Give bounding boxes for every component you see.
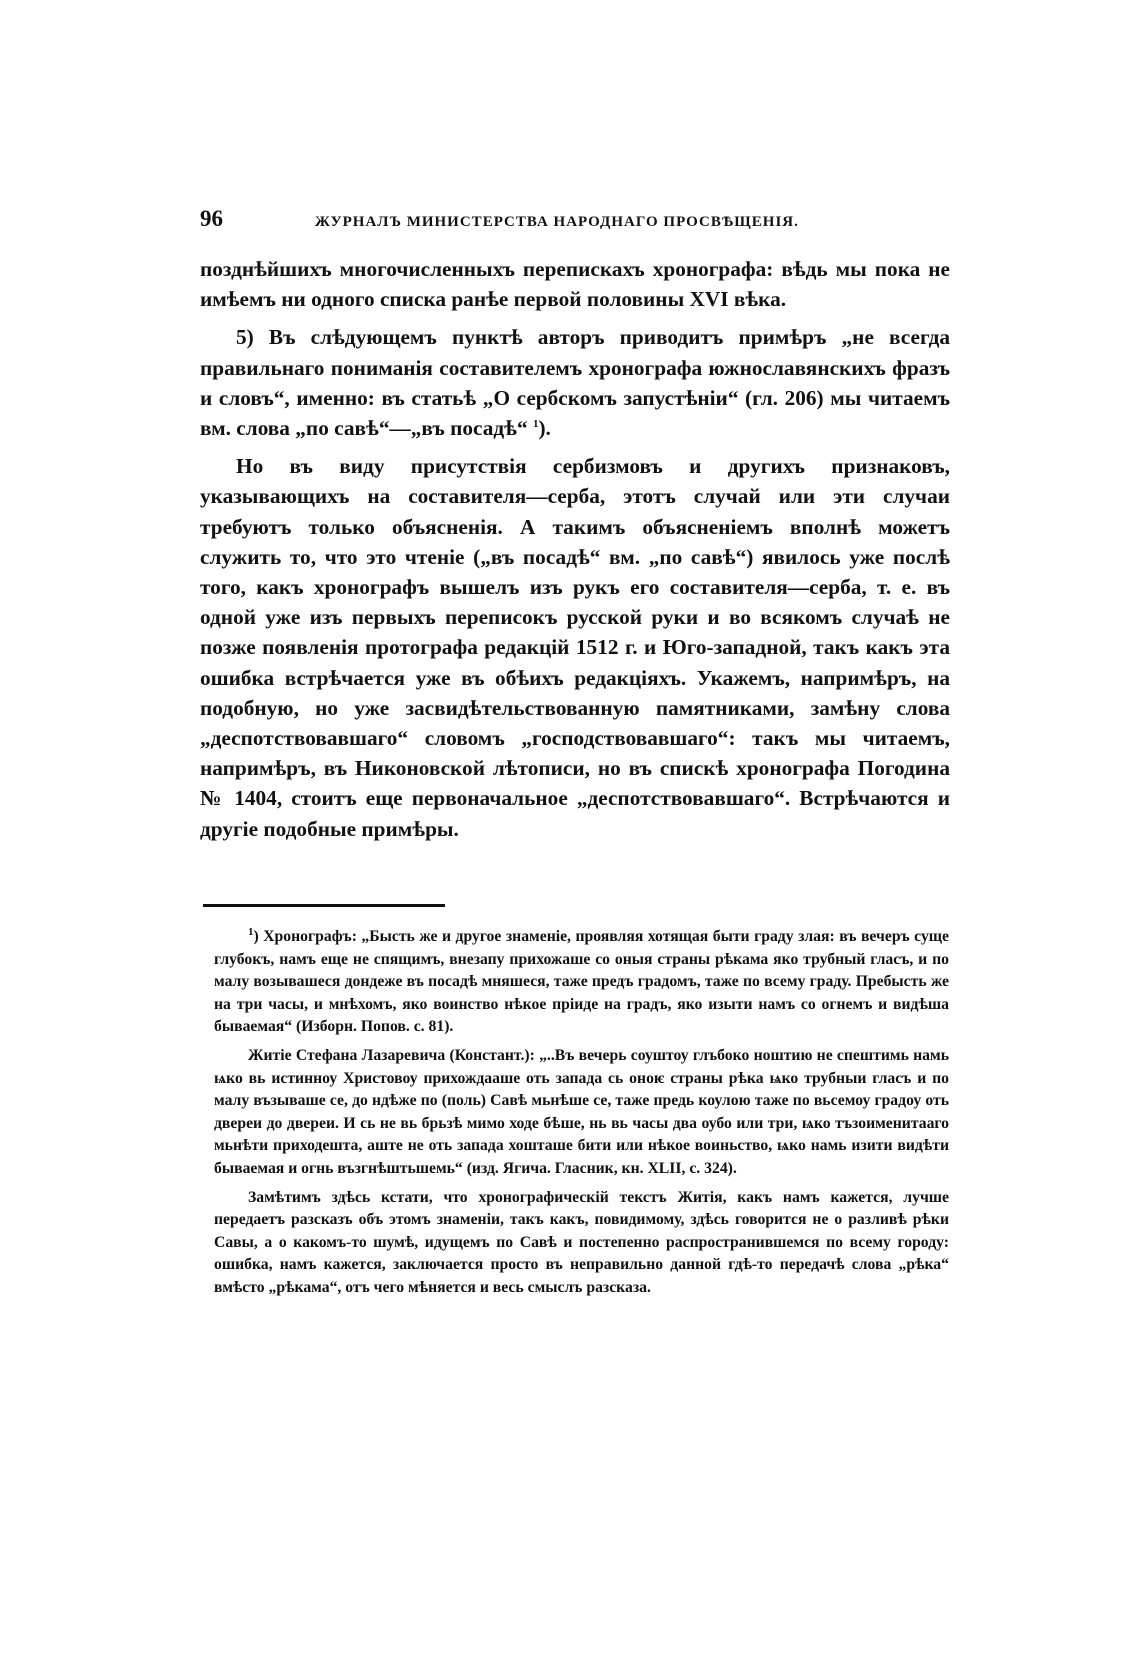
footnote-divider [203, 904, 445, 907]
footnote-reference-tail: ). [538, 416, 551, 441]
body-paragraph: Но въ виду присутствія сербизмовъ и другихъ признаковъ, указывающихъ на составителя—серба, этотъ случай или эти случаи требуютъ только объясненія. А такимъ объясненіемъ вполнѣ можетъ служить то, что это чтеніе („въ посадѣ“ вм. „по савѣ“) явилось уже послѣ того, какъ хронографъ вышелъ изъ рукъ его составителя—серба, т. е. въ одной уже изъ первыхъ переписокъ русской руки и во всякомъ случаѣ не позже появленія протографа редакцій 1512 г. и Юго-западной, такъ какъ эта ошибка встрѣчается уже въ обѣихъ редакціяхъ. Укажемъ, напримѣръ, на подобную, но уже засвидѣтельствованную памятниками, замѣну слова „деспотствовавшаго“ словомъ „господствовавшаго“: такъ мы читаемъ, напримѣръ, въ Никоновской лѣтописи, но въ спискѣ хронографа Погодина № 1404, стоитъ еще первоначальное „деспотствовавшаго“. Встрѣчаются и другіе подобные примѣры. [200, 454, 950, 841]
footnote: Житіе Стефана Лазаревича (Констант.): „..Въ вечерь соуштоу глъбоко ноштию не спештимь намь ѩко вь истинноу Христовоу прихождааше оть запада сь оноѥ страны рѣка ѩко трубныи гласъ и по малу възываше се, до ндѣже по (поль) Савѣ мьнѣше се, таже предь коулою таже по вьсемоу градоу оть двереи до двереи. И сь не вь брьзѣ мимо ходе бѣше, нь вь часы два оубо или три, ѩко тъзоименитааго мьнѣти приходешта, аште не оть запада хошташе бити или нѣкое воиньство, ѩко намь изити видѣти бываемая и огнь възгнѣштьшемь“ (изд. Ягича. Гласник, кн. XLII, с. 324). [214, 1046, 949, 1177]
footnote [214, 926, 949, 1039]
footnote: Замѣтимъ здѣсь кстати, что хронографическій текстъ Житія, какъ намъ кажется, лучше передаетъ разсказъ объ этомъ знаменіи, такъ какъ, повидимому, здѣсь говорится не о разливѣ рѣки Савы, а о какомъ-то шумѣ, идущемъ по Савѣ и постепенно распространившемся по всему городу: ошибка, намъ кажется, заключается просто въ неправильно данной гдѣ-то передачѣ слова „рѣка“ вмѣсто „рѣкама“, отъ чего мѣняется и весь смыслъ разсказа. [214, 1188, 949, 1296]
footnote-marker: 1 [248, 925, 254, 938]
footnote-text: ) Хронографъ: „Бысть же и другое знаменіе, проявляя хотящая быти граду злая: въ вечеръ суще глубокъ, намъ еще не спящимъ, внезапу прихожаше со оныя страны рѣкама яко трубный гласъ, и по малу возывашеся дондеже въ посадѣ мняшеся, таже предъ градомъ, таже по всему граду. Пребысть же на три часы, и мнѣхомъ, яко воинство нѣкое пріиде на градъ, яко изыти намъ со огнемъ и видѣша бываемая“ (Изборн. Попов. с. 81). [214, 928, 949, 1036]
footnote-reference[interactable]: 1 [532, 417, 539, 430]
page-number: 96 [200, 206, 223, 231]
main-text [200, 254, 950, 844]
page-header [200, 206, 950, 232]
footnotes [214, 926, 949, 1300]
body-paragraph-text: 5) Въ слѣдующемъ пунктѣ авторъ приводитъ примѣръ „не всегда правильнаго пониманія составителемъ хронографа южнославянскихъ фразъ и словъ“, именно: въ статьѣ „О сербскомъ запустѣніи“ (гл. 206) мы читаемъ вм. слова „по савѣ“—„въ посадѣ“ [200, 325, 950, 441]
body-paragraph: позднѣйшихъ многочисленныхъ перепискахъ хронографа: вѣдь мы пока не имѣемъ ни одного списка ранѣе первой половины XVI вѣка. [200, 257, 950, 312]
running-title: ЖУРНАЛЪ МИНИСТЕРСТВА НАРОДНАГО ПРОСВѢЩЕНІЯ. [315, 214, 799, 230]
body-paragraph [200, 322, 950, 443]
